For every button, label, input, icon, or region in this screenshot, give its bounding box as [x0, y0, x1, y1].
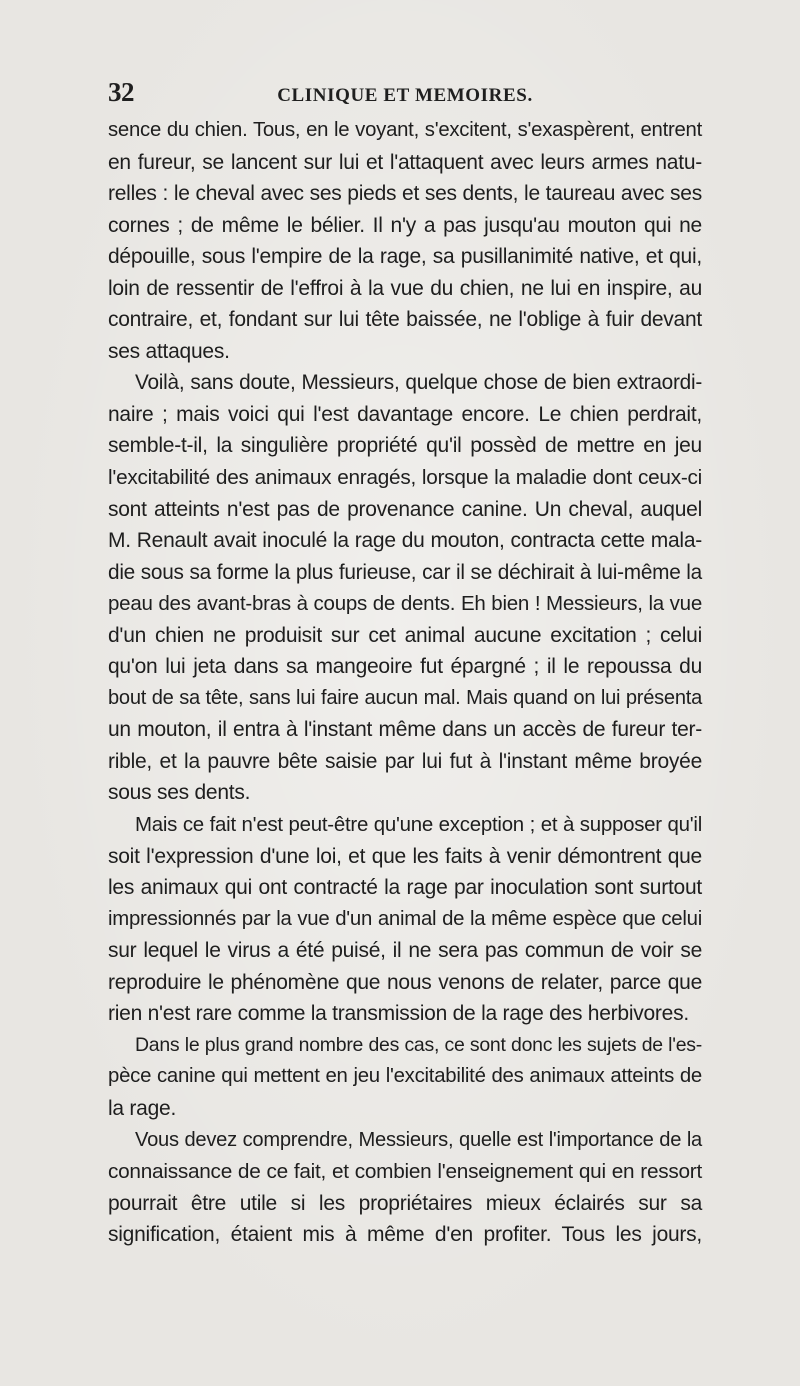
text-line: d'un chien ne produisit sur cet animal aucune excitation ; celui: [108, 623, 702, 647]
text-line: sous ses dents.: [108, 781, 251, 805]
text-line: peau des avant-bras à coups de dents. Eh bien ! Messieurs, la vue: [108, 592, 702, 616]
text-line: en fureur, se lancent sur lui et l'attaquent avec leurs armes natu-: [108, 150, 702, 174]
text-line: Voilà, sans doute, Messieurs, quelque chose de bien extraordi-: [135, 371, 702, 395]
text-line: die sous sa forme la plus furieuse, car il se déchirait à lui-même la: [108, 560, 702, 584]
text-line: Dans le plus grand nombre des cas, ce sont donc les sujets de l'es-: [135, 1033, 702, 1056]
paragraph: [108, 1125, 702, 1251]
text-line: bout de sa tête, sans lui faire aucun mal. Mais quand on lui présenta: [108, 686, 702, 709]
text-line: connaissance de ce fait, et combien l'enseignement qui en ressort: [108, 1160, 702, 1184]
paragraph: [108, 115, 702, 367]
text-line: contraire, et, fondant sur lui tête baissée, ne l'oblige à fuir devant: [108, 308, 702, 332]
paragraph: [108, 1030, 702, 1125]
text-line: Vous devez comprendre, Messieurs, quelle est l'importance de la: [135, 1128, 702, 1151]
text-line: semble-t-il, la singulière propriété qu'il possèd de mettre en jeu: [108, 434, 702, 458]
text-line: sence du chien. Tous, en le voyant, s'excitent, s'exaspèrent, entrent: [108, 119, 702, 141]
text-line: loin de ressentir de l'effroi à la vue du chien, ne lui en inspire, au: [108, 276, 702, 300]
text-line: pourrait être utile si les propriétaires mieux éclairés sur sa: [108, 1191, 702, 1215]
text-line: dépouille, sous l'empire de la rage, sa pusillanimité native, et qui,: [108, 245, 702, 269]
body-text: [108, 115, 702, 1251]
text-line: qu'on lui jeta dans sa mangeoire fut épargné ; il le repoussa du: [108, 655, 702, 679]
text-line: l'excitabilité des animaux enragés, lorsque la maladie dont ceux-ci: [108, 466, 702, 490]
text-line: impressionnés par la vue d'un animal de la même espèce que celui: [108, 907, 702, 930]
paragraph: [108, 367, 702, 809]
text-line: un mouton, il entra à l'instant même dans un accès de fureur ter-: [108, 718, 702, 742]
text-line: ses attaques.: [108, 339, 230, 363]
text-line: naire ; mais voici qui l'est davantage encore. Le chien perdrait,: [108, 402, 702, 426]
paragraph: [108, 809, 702, 1030]
text-line: rible, et la pauvre bête saisie par lui fut à l'instant même broyée: [108, 749, 702, 773]
text-line: relles : le cheval avec ses pieds et ses dents, le taureau avec ses: [108, 182, 702, 206]
text-line: soit l'expression d'une loi, et que les faits à venir démontrent que: [108, 844, 702, 868]
text-line: la rage.: [108, 1096, 177, 1120]
page-header: [108, 77, 702, 117]
text-line: signification, étaient mis à même d'en profiter. Tous les jours,: [108, 1223, 702, 1247]
text-line: reproduire le phénomène que nous venons de relater, parce que: [108, 970, 702, 994]
text-line: sur lequel le virus a été puisé, il ne sera pas commun de voir se: [108, 939, 702, 963]
text-line: pèce canine qui mettent en jeu l'excitabilité des animaux atteints de: [108, 1065, 702, 1088]
text-line: Mais ce fait n'est peut-être qu'une exception ; et à supposer qu'il: [135, 813, 702, 837]
text-line: sont atteints n'est pas de provenance canine. Un cheval, auquel: [108, 497, 702, 521]
running-title: CLINIQUE ET MEMOIRES.: [277, 85, 533, 106]
text-line: rien n'est rare comme la transmission de la rage des herbivores.: [108, 1002, 689, 1026]
text-line: cornes ; de même le bélier. Il n'y a pas jusqu'au mouton qui ne: [108, 213, 702, 237]
text-line: M. Renault avait inoculé la rage du mouton, contracta cette mala-: [108, 529, 702, 553]
text-line: les animaux qui ont contracté la rage par inoculation sont surtout: [108, 876, 702, 900]
page-number: 32: [108, 77, 134, 107]
